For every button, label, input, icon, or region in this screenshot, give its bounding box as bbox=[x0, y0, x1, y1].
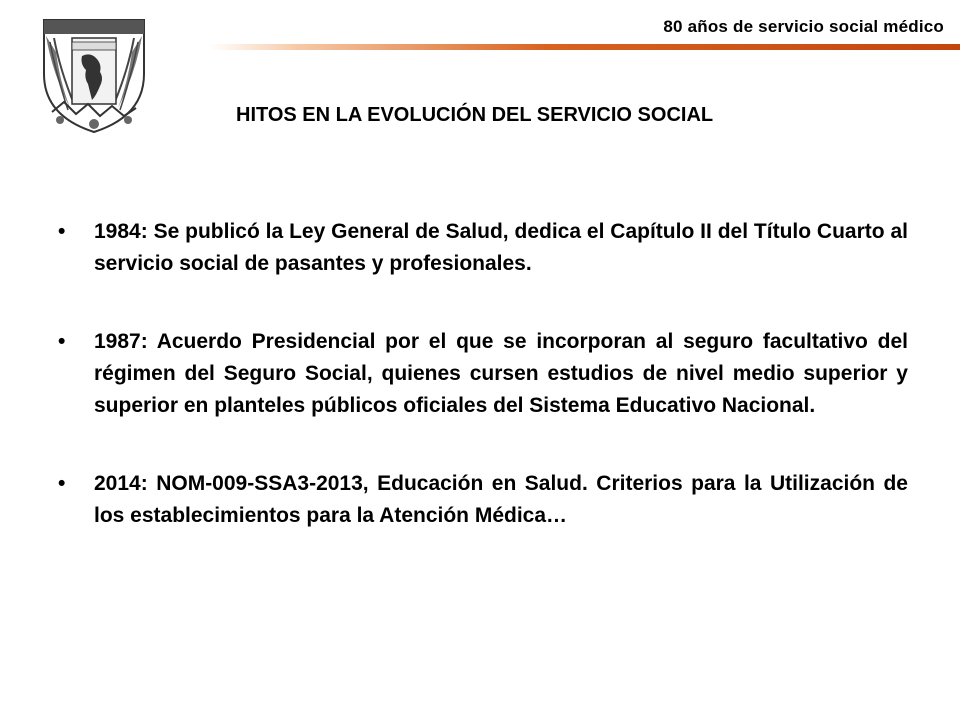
bullet-marker: • bbox=[58, 330, 66, 353]
bullet-text: 1987: Acuerdo Presidencial por el que se incorporan al seguro facultativo del régimen del Seguro Social, quienes cursen estudios de nivel medio superior y superior en planteles públicos oficiales del Sistema Educativo Nacional. bbox=[94, 330, 908, 417]
header-divider bbox=[209, 44, 960, 50]
header-tagline: 80 años de servicio social médico bbox=[663, 17, 944, 36]
bullet-text: 2014: NOM-009-SSA3-2013, Educación en Salud. Criterios para la Utilización de los establecimientos para la Atención Médica… bbox=[94, 472, 908, 527]
bullet-marker: • bbox=[58, 472, 66, 495]
slide-title: HITOS EN LA EVOLUCIÓN DEL SERVICIO SOCIAL bbox=[236, 104, 714, 126]
bullet-list bbox=[58, 216, 908, 578]
list-item bbox=[58, 216, 908, 280]
list-item bbox=[58, 468, 908, 532]
unam-coat-of-arms-icon bbox=[30, 12, 158, 136]
bullet-marker: • bbox=[58, 220, 66, 243]
bullet-text: 1984: Se publicó la Ley General de Salud, dedica el Capítulo II del Título Cuarto al servicio social de pasantes y profesionales. bbox=[94, 220, 908, 275]
list-item bbox=[58, 326, 908, 422]
